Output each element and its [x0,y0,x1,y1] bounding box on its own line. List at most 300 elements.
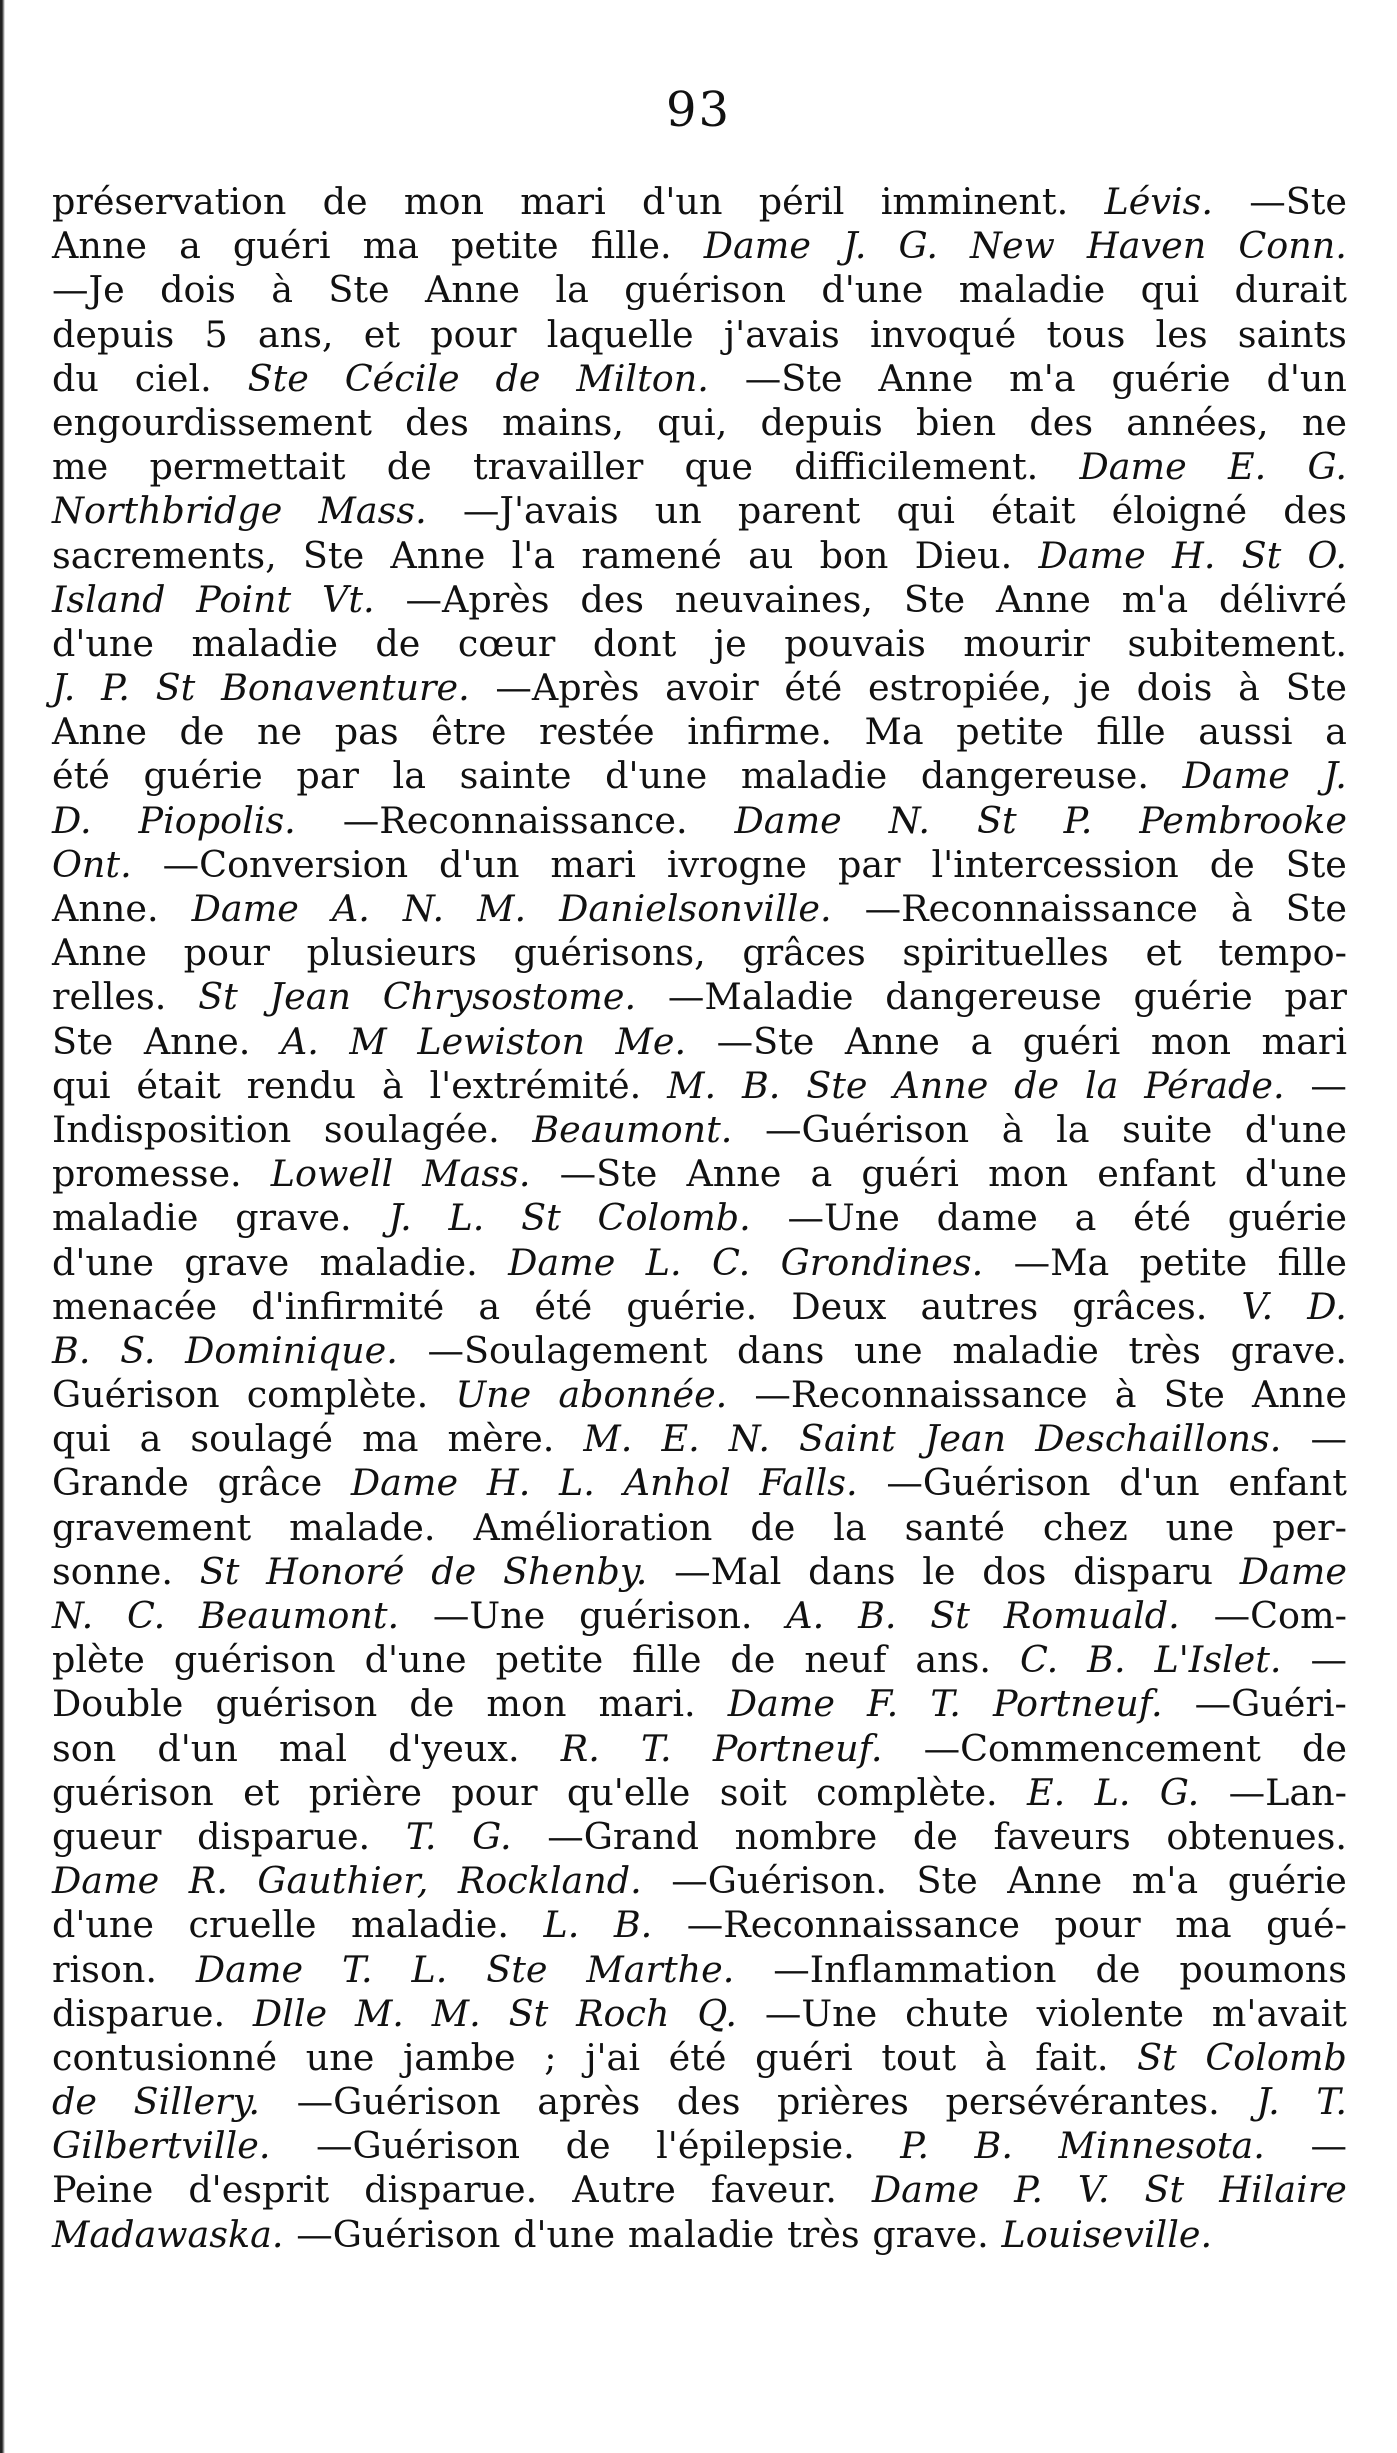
text-word: d'un [157,1726,238,1770]
text-word: engourdissement [52,400,372,444]
text-line [52,2036,1347,2080]
text-word: été [784,666,843,710]
text-word: qui [52,1063,111,1107]
text-word: —Reconnaissance [686,1903,1020,1947]
text-word: Anne [878,356,974,400]
place-signature-word: L. [559,1461,595,1505]
text-word: et [1145,931,1182,975]
text-word: —Guérison. [671,1859,887,1903]
place-signature-word: B. [52,1328,91,1372]
text-word: difficilement. [794,445,1039,489]
text-word: faveurs [993,1814,1131,1858]
text-word: guérison [173,1638,336,1682]
text-word: —Après [405,577,550,621]
text-word: —Guéri- [1194,1682,1347,1726]
text-word: été [52,754,110,798]
place-signature-word: O. [1307,533,1347,577]
text-word: maladie [958,268,1106,312]
place-signature-word: M. [583,1417,633,1461]
text-word: disparue. [52,1991,226,2035]
text-line [52,1020,1347,1064]
place-signature-word: Pérade. [1144,1063,1285,1107]
text-word: de [730,1638,776,1682]
text-line [52,180,1347,224]
text-word: été [534,1284,593,1328]
text-word: l'extrémité. [429,1063,642,1107]
text-word: plète [52,1638,145,1682]
place-signature-word: P. [900,2124,929,2168]
text-word: Indisposition [52,1107,292,1151]
place-signature-word: Dame [1079,445,1187,489]
place-signature-word: M. [354,1991,404,2035]
text-word: fait. [1035,2035,1109,2079]
text-word: été [668,2035,727,2079]
text-word: de [1301,1726,1347,1770]
text-word: saints [1237,312,1347,356]
text-word: contusionné [52,2035,278,2079]
text-word: —Commencement [923,1726,1261,1770]
text-word: Anne [686,1152,782,1196]
text-word: nombre [734,1814,878,1858]
text-line [52,1727,1347,1771]
text-line [52,1594,1347,1638]
text-word: mon [1150,1019,1231,1063]
text-block [52,180,1347,2257]
text-word: guéri [755,2035,853,2079]
place-signature-word: B. [974,2124,1013,2168]
place-signature-word: L'Islet. [1154,1638,1282,1682]
text-word: guérie [1227,1859,1347,1903]
place-signature-word: Cécile [344,356,460,400]
text-word: d'un [642,180,723,223]
text-word: Ste [1285,842,1347,886]
place-signature-word: Piopolis. [138,798,296,842]
place-signature-word: Ste [486,1947,548,1991]
text-word: sonne. [52,1549,173,1593]
text-word: disparue. [197,1814,371,1858]
text-word: des [1029,400,1094,444]
text-word: —Mal [674,1549,782,1593]
text-word: d'un [439,842,520,886]
text-word: —Guérison [296,2212,501,2256]
place-signature-word: Bonaventure. [221,666,470,710]
text-word: pour [430,312,517,356]
place-signature-word: Colomb [1205,2035,1347,2079]
place-signature-word: Milton. [576,356,709,400]
text-word: pas [334,710,399,754]
text-word: ivrogne [666,842,808,886]
place-signature-word: J. [52,666,76,710]
text-word: à [1230,887,1253,930]
place-signature-word: Dame [195,1947,304,1991]
place-signature-word: St [1144,2168,1185,2212]
place-signature-word: Lowell [270,1152,394,1196]
text-word: j'avais [723,312,840,356]
text-line [52,2080,1347,2124]
text-word: grave. [872,2212,989,2256]
place-signature-word: Une [455,1373,532,1417]
text-word: ma [362,224,419,268]
text-word: — [1310,2124,1347,2168]
text-word: de [375,621,421,665]
place-signature-word: M. [477,887,527,930]
text-line [52,1506,1347,1550]
text-word: laquelle [546,312,694,356]
place-signature-word: Saint [799,1417,896,1461]
text-word: Dieu. [914,533,1013,577]
text-line [52,578,1347,622]
text-word: mon [988,1152,1069,1196]
place-signature-word: T. [1316,2080,1347,2124]
place-signature-word: Hilaire [1219,2168,1347,2212]
text-word: —Guérison [315,2124,521,2168]
text-word: —Après [495,666,640,710]
text-line [52,1241,1347,1285]
place-signature-word: Vt. [322,577,375,621]
text-word: — [1310,1063,1347,1107]
text-word: de [409,1682,455,1726]
place-signature-word: J. [388,1196,412,1240]
text-word: mari [1261,1019,1347,1063]
text-word: mon [486,1682,567,1726]
text-line [52,1859,1347,1903]
place-signature-word: R. [560,1726,600,1770]
text-word: de [912,1814,958,1858]
place-signature-word: Dame [350,1461,459,1505]
text-word: être [431,710,507,754]
text-word: menacée [52,1284,218,1328]
text-word: autres [920,1284,1039,1328]
place-signature-word: de [1014,1063,1060,1107]
text-word: relles. [52,975,167,1019]
text-line [52,401,1347,445]
text-line [52,1992,1347,2036]
text-word: à [1114,1373,1137,1417]
place-signature-word: R. [188,1859,228,1903]
text-word: m'a [1131,1859,1199,1903]
place-signature-word: C. [712,1240,751,1284]
place-signature-word: Madawaska. [52,2212,284,2256]
text-word: maladie [627,2212,775,2256]
text-word: après [537,2080,641,2124]
place-signature-word: la [1084,1063,1119,1107]
text-word: par [296,754,359,798]
place-signature-word: Deschaillons. [1035,1417,1282,1461]
text-line [52,1108,1347,1152]
text-word: —Ste [744,356,843,400]
place-signature-word: Gilbertville. [52,2124,271,2168]
place-signature-word: Northbridge [52,489,283,533]
text-word: me [52,445,109,489]
text-word: ne [1301,400,1347,444]
text-line [52,313,1347,357]
text-line [52,2124,1347,2168]
place-signature-word: Dame [508,1240,616,1284]
text-word: chute [905,1991,1009,2035]
place-signature-word: H. [486,1461,531,1505]
place-signature-word: Shenby. [502,1549,648,1593]
place-signature-word: Lévis. [1104,180,1213,223]
text-word: dois [160,268,236,312]
place-signature-word: St [521,1196,561,1240]
text-line [52,1329,1347,1373]
place-signature-word: Dame [734,798,842,842]
text-word: avoir [665,666,759,710]
text-word: grave. [235,1196,352,1240]
text-word: l'épilepsie. [656,2124,855,2168]
text-word: tempo- [1218,931,1347,975]
text-word: ans. [915,1638,991,1682]
place-signature-word: C. [1019,1638,1059,1682]
place-signature-word: N. [728,1417,770,1461]
text-word: Anne. [52,887,159,930]
text-word: restée [538,710,655,754]
place-signature-word: Beaumont. [532,1107,733,1151]
text-word: était [136,1063,221,1107]
text-word: aussi [1198,710,1293,754]
text-word: cœur [457,621,556,665]
text-word: Amélioration [473,1505,713,1549]
text-line [52,268,1347,312]
text-word: que [684,445,754,489]
text-word: par [837,842,901,886]
text-word: guérison [624,268,787,312]
text-line [52,1948,1347,1992]
place-signature-word: G. [1307,445,1347,489]
text-word: guérison [215,1682,378,1726]
text-word: Anne [1007,1859,1103,1903]
text-word: pour [183,931,270,975]
text-word: soulagée. [323,1107,500,1151]
text-word: —Reconnaissance [864,887,1198,930]
place-signature-word: L. [543,1903,580,1947]
text-word: d'yeux. [388,1726,520,1770]
place-signature-word: Louiseville. [1001,2212,1213,2256]
text-word: guéri [232,224,331,268]
text-word: petite [1139,1240,1248,1284]
place-signature-word: Dame [727,1682,835,1726]
place-signature-word: St [1137,2035,1177,2079]
text-word: d'infirmité [251,1284,445,1328]
place-signature-word: St [508,1991,549,2035]
text-word: Deux [791,1284,887,1328]
place-signature-word: A. [331,887,370,930]
place-signature-word: P. [1014,2168,1043,2212]
text-word: dangereuse [885,975,1102,1019]
text-word: Anne [52,224,147,268]
text-word: —Guérison [764,1107,970,1151]
text-word: Anne [52,710,147,754]
text-word: dont [592,621,677,665]
text-word: bon [819,533,889,577]
text-word: guérison. [579,1594,753,1637]
place-signature-word: C. [127,1594,166,1637]
text-word: —Lan- [1228,1770,1347,1814]
text-line [52,931,1347,975]
place-signature-word: P. [101,666,130,710]
text-line [52,1417,1347,1461]
text-word: une [1165,1505,1235,1549]
text-line [52,1461,1347,1505]
text-word: —Je [52,268,125,312]
text-word: petite [956,710,1064,754]
text-word: obtenues. [1166,1814,1347,1858]
text-word: du [52,356,99,400]
text-word: Ste [52,1019,114,1063]
text-word: de [1209,842,1255,886]
text-word: Anne [995,577,1091,621]
text-word: qui [52,1417,111,1461]
place-signature-word: F. [867,1682,899,1726]
text-word: disparu [1073,1549,1213,1593]
text-word: d'esprit [188,2168,330,2212]
place-signature-word: de [52,2080,97,2124]
text-word: Peine [52,2168,154,2212]
text-word: —Soulagement [427,1328,708,1372]
text-word: guérison [52,1770,214,1814]
place-signature-word: Minnesota. [1058,2124,1265,2168]
text-word: a [1074,1196,1097,1240]
place-signature-word: J. [1256,2080,1280,2124]
text-word: grâces [742,931,866,975]
text-word: Guérison [52,1373,220,1417]
text-word: pouvais [784,621,926,665]
text-word: de [1095,1947,1141,1991]
text-line [52,224,1347,268]
text-word: —Une [787,1196,900,1240]
text-word: —Conversion [162,842,409,886]
text-word: complète. [816,1770,998,1814]
text-word: un [654,489,702,533]
text-line [52,2168,1347,2212]
text-word: préservation [52,180,287,223]
place-signature-word: Anne [893,1063,989,1107]
text-word: Ste [916,1859,978,1903]
text-word: d'une [821,268,924,312]
text-word: grâce [217,1461,323,1505]
text-word: jambe [402,2035,516,2079]
place-signature-word: Chrysostome. [382,975,637,1019]
text-word: éloigné [1111,489,1248,533]
text-word: guérisons, [513,931,706,975]
text-line [52,975,1347,1019]
text-word: chez [1042,1505,1128,1549]
place-signature-word: V. [1077,2168,1110,2212]
text-word: qui [1140,268,1200,312]
place-signature-word: T. [641,1726,672,1770]
text-word: plusieurs [306,931,477,975]
text-line [52,666,1347,710]
text-word: — [1310,1638,1347,1682]
place-signature-word: Dominique. [185,1328,398,1372]
place-signature-word: St [155,666,196,710]
text-word: prières [777,2080,909,2124]
text-word: d'une [1244,1152,1347,1196]
text-line [52,445,1347,489]
text-word: Grande [52,1461,189,1505]
place-signature-word: Honoré [266,1549,405,1593]
text-word: grave [184,1240,290,1284]
text-line [52,1638,1347,1682]
place-signature-word: H. [1171,533,1216,577]
text-word: une [305,2035,375,2079]
place-signature-word: G. [472,1814,512,1858]
place-signature-word: Gauthier, [257,1859,429,1903]
text-word: poumons [1179,1947,1347,1991]
place-signature-word: Colomb. [597,1196,751,1240]
text-word: rison. [52,1947,157,1991]
text-word: pour [1054,1903,1141,1947]
text-word: grâces. [1072,1284,1208,1328]
text-word: la [555,268,589,312]
place-signature-word: E. [661,1417,700,1461]
text-word: enfant [1228,1461,1347,1505]
text-word: de [750,1505,796,1549]
place-signature-word: Dame [191,887,299,930]
text-word: ; [544,2035,557,2079]
place-signature-word: V. [1241,1284,1274,1328]
text-word: le [922,1549,956,1593]
text-word: dangereuse. [920,754,1149,798]
place-signature-word: N. [402,887,445,930]
place-signature-word: Falls. [759,1461,858,1505]
text-word: guéri [861,1152,959,1196]
text-line [52,1064,1347,1108]
text-word: rendu [246,1063,357,1107]
text-word: guérie [1111,356,1231,400]
text-word: années, [1126,400,1269,444]
text-word: maladie. [319,1240,478,1284]
text-word: à [271,268,293,312]
place-signature-word: New [970,224,1055,268]
text-word: m'a [1121,577,1189,621]
place-signature-word: M [349,1019,387,1063]
text-word: ne [257,710,303,754]
text-word: été [1133,1196,1192,1240]
text-word: mon [403,180,484,223]
text-word: à [984,2035,1007,2079]
text-word: faveur. [710,2168,837,2212]
place-signature-word: Dame [52,1859,160,1903]
place-signature-word: Portneuf. [712,1726,883,1770]
text-word: qui, [657,400,728,444]
text-word: je [713,621,747,665]
place-signature-word: St [930,1594,970,1637]
text-word: estropiée, [868,666,1053,710]
text-word: de [386,445,432,489]
place-signature-word: P. [1063,798,1093,842]
text-word: des [1283,489,1347,533]
place-signature-word: abonnée. [558,1373,728,1417]
text-word: fille. [590,224,672,268]
text-word: —Ste [559,1152,658,1196]
place-signature-word: N. [52,1594,94,1637]
text-word: soulagé [190,1417,334,1461]
text-word: a [478,1284,501,1328]
place-signature-word: Point [196,577,292,621]
text-word: maladie. [350,1903,509,1947]
text-word: subitement. [1127,621,1347,665]
place-signature-word: Q. [697,1991,738,2035]
text-word: d'un [1119,1461,1200,1505]
text-line [52,843,1347,887]
text-word: dois [1136,666,1213,710]
text-line [52,489,1347,533]
place-signature-word: L. [448,1196,485,1240]
place-signature-word: Me. [615,1019,687,1063]
place-signature-word: Anhol [623,1461,731,1505]
text-word: Ste [1163,1373,1225,1417]
